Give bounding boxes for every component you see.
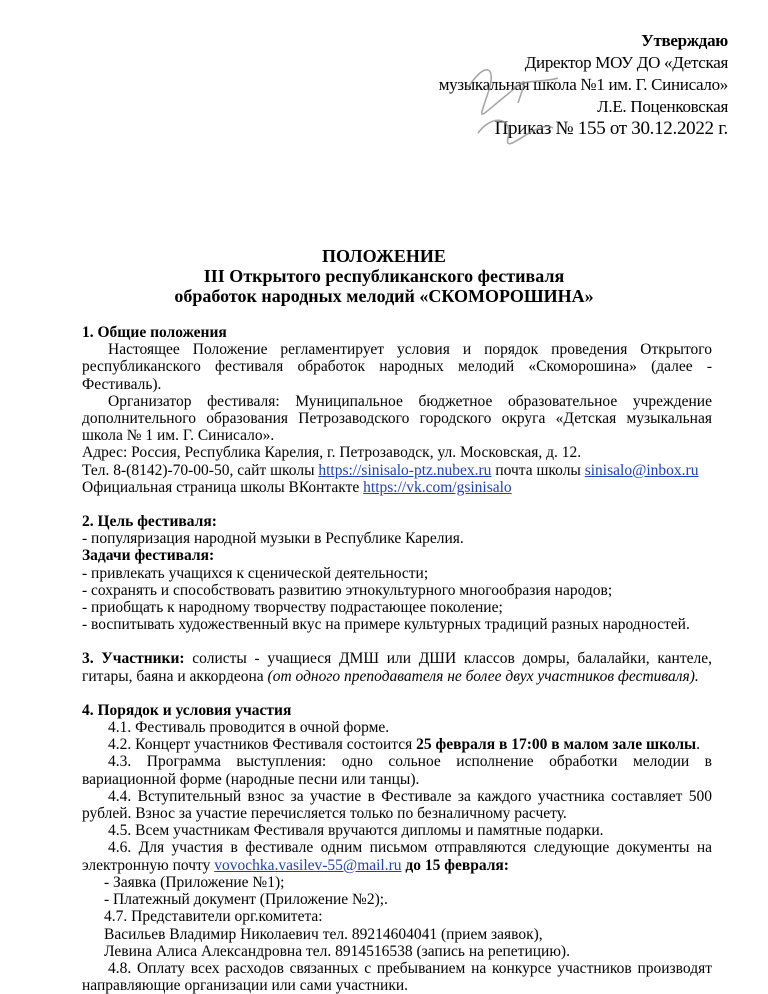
section-1-address: Адрес: Россия, Республика Карелия, г. Петрозаводск, ул. Московская, д. 12. xyxy=(82,444,582,462)
section-1-paragraph-1: Настоящее Положение регламентирует условия и порядок проведения Открытого республиканского фестиваля обработок народных мелодий «Скоморошина» (далее - Фестиваль). xyxy=(82,341,712,393)
item-4-5: 4.5. Всем участникам Фестиваля вручаются дипломы и памятные подарки. xyxy=(108,822,604,840)
vk-link[interactable]: https://vk.com/gsinisalo xyxy=(363,478,512,496)
item-4-8: 4.8. Оплату всех расходов связанных с пребыванием на конкурсе участников производят направляющие организации или сами участники. xyxy=(82,959,712,994)
item-4-2-date: 25 февраля в 17:00 в малом зале школы xyxy=(416,736,697,754)
list-item: - приобщать к народному творчеству подрастающее поколение; xyxy=(82,599,503,617)
item-4-7: 4.7. Представители орг.комитета: xyxy=(104,908,323,926)
approval-director: Л.Е. Поценковская xyxy=(597,97,728,116)
item-4-3: 4.3. Программа выступления: одно сольное исполнение обработки мелодии в вариационной форме (народные песни или танцы). xyxy=(82,753,712,788)
section-2-heading: 2. Цель фестиваля: xyxy=(82,513,217,531)
section-4-heading: 4. Порядок и условия участия xyxy=(82,701,292,719)
document-body xyxy=(82,324,712,994)
item-4-2-text: 4.2. Концерт участников Фестиваля состоится xyxy=(108,736,417,754)
approval-title: Утверждаю xyxy=(641,31,728,50)
item-4-2-end: . xyxy=(696,736,701,754)
section-1-heading: 1. Общие положения xyxy=(82,324,227,341)
approval-order: Приказ № 155 от 30.12.2022 г. xyxy=(494,118,728,139)
list-item: Васильев Владимир Николаевич тел. 89214604041 (прием заявок), xyxy=(104,925,543,943)
document-title xyxy=(0,246,768,306)
section-3-text: солисты - учащиеся ДМШ или ДШИ классов домры, балалайки, кантеле, гитары, баяна и аккордеона xyxy=(82,650,712,685)
item-4-6-deadline: до 15 февраля: xyxy=(401,856,509,874)
item-4-6 xyxy=(82,839,712,873)
title-line-1: ПОЛОЖЕНИЕ xyxy=(322,246,446,266)
application-email-link[interactable]: vovochka.vasilev-55@mail.ru xyxy=(214,856,402,874)
list-item: - Платежный документ (Приложение №2);. xyxy=(104,891,388,909)
section-1-vk xyxy=(82,479,712,496)
mail-label: почта школы xyxy=(491,461,585,479)
approval-school: музыкальная школа №1 им. Г. Синисало» xyxy=(438,75,728,94)
item-4-4: 4.4. Вступительный взнос за участие в Фестивале за каждого участника составляет 500 рублей. Взнос за участие перечисляется только по безналичному расчету. xyxy=(82,787,712,823)
school-email-link[interactable]: sinisalo@inbox.ru xyxy=(584,461,699,479)
section-3-paragraph xyxy=(82,650,712,684)
section-1-contacts xyxy=(82,462,712,479)
section-2-goal: - популяризация народной музыки в Республике Карелия. xyxy=(82,530,464,548)
title-line-2: III Открытого республиканского фестиваля xyxy=(203,266,565,286)
section-3-note: (от одного преподавателя не более двух участников фестиваля). xyxy=(267,667,699,685)
vk-label: Официальная страница школы ВКонтакте xyxy=(82,478,364,496)
approval-position: Директор МОУ ДО «Детская xyxy=(524,53,728,72)
section-3-heading: 3. Участники: xyxy=(82,650,185,668)
item-4-1: 4.1. Фестиваль проводится в очной форме. xyxy=(108,719,390,737)
signature-icon xyxy=(458,58,568,148)
phone-text: Тел. 8-(8142)-70-00-50, сайт школы xyxy=(82,461,319,479)
school-site-link[interactable]: https://sinisalo-ptz.nubex.ru xyxy=(318,461,492,479)
item-4-6-text: 4.6. Для участия в фестивале одним письмом отправляются следующие документы на электронную почту xyxy=(82,839,712,874)
section-2-tasks-heading: Задачи фестиваля: xyxy=(82,547,215,565)
section-1-paragraph-2: Организатор фестиваля: Муниципальное бюджетное образовательное учреждение дополнительного образования Петрозаводского городского округа «Детская музыкальная школа № 1 им. Г. Синисало». xyxy=(82,392,712,445)
list-item: - воспитывать художественный вкус на примере культурных традиций разных народностей. xyxy=(82,616,690,634)
list-item: - Заявка (Приложение №1); xyxy=(104,873,285,891)
title-line-3: обработок народных мелодий «СКОМОРОШИНА» xyxy=(174,286,594,306)
approval-block xyxy=(388,30,728,140)
list-item: Левина Алиса Александровна тел. 8914516538 (запись на репетицию). xyxy=(104,942,570,960)
list-item: - привлекать учащихся к сценической деятельности; xyxy=(82,564,429,582)
item-4-2 xyxy=(82,736,712,753)
list-item: - сохранять и способствовать развитию этнокультурного многообразия народов; xyxy=(82,581,613,599)
